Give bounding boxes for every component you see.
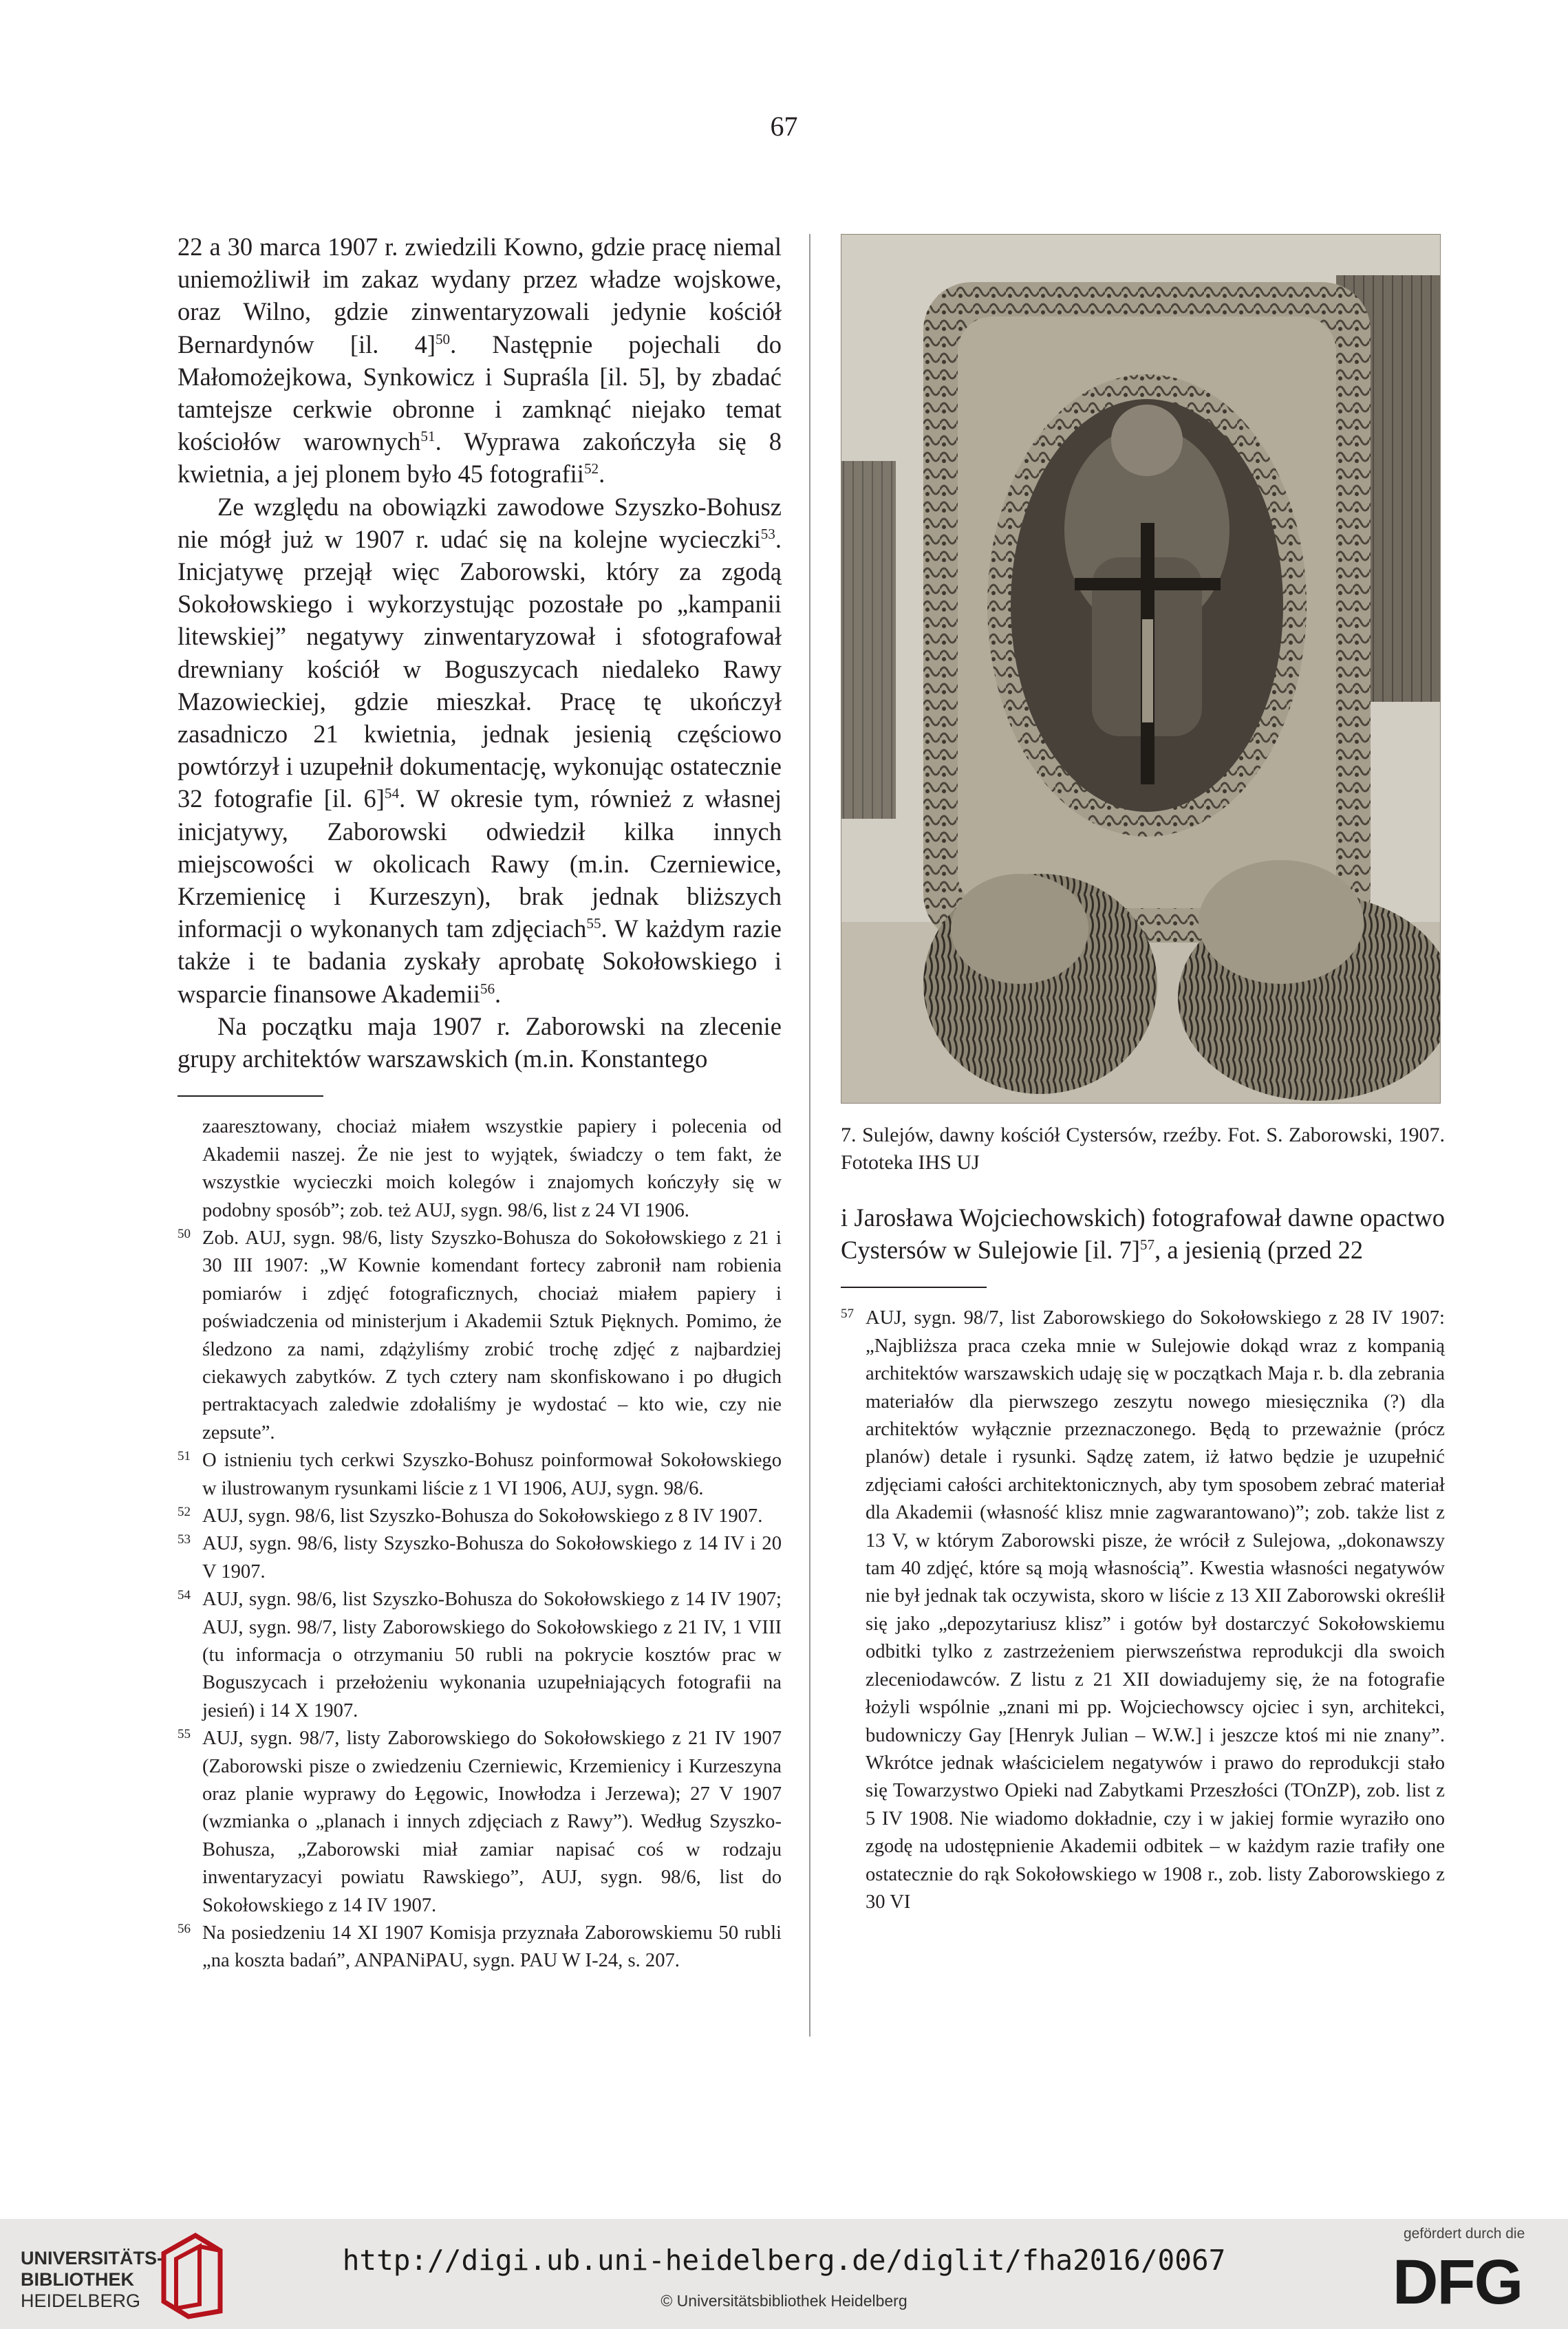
footnote-text: AUJ, sygn. 98/6, list Szyszko-Bohusza do Sokołowskiego z 14 IV 1907; AUJ, sygn. 98/7, listy Zaborowskiego do Sokołowskiego z 21 IV, 1 VIII (tu informacja o otrzymaniu 50 rubli na pokrycie kosztów prac w Boguszycach i przełożeniu wykonania uzupełniających fotografii na jesień) i 14 X 1907. — [202, 1589, 782, 1721]
text-run: . Inicjatywę przejął więc Zaborowski, który za zgodą Sokołowskiego i wykorzystując pozostałe po „kampanii litewskiej” negatywy zinwentaryzował i sfotografował drewniany kościół w Boguszycach niedaleko Rawy Mazowieckiej, gdzie mieszkał. Pracę tę ukończył zasadniczo 21 kwietnia, jednak jesienią częściowo powtórzył i uzupełnił dokumentację, wykonując ostatecznie 32 fotografie [il. 6] — [178, 524, 782, 813]
text-run: . Następnie pojechali do Małomożejkowa, Synkowicz i Supraśla [il. 5], by zbadać tamtejsze cerkwie obronne i zamknąć niejako temat kościołów warownych — [178, 330, 782, 456]
library-line-3: HEIDELBERG — [21, 2290, 141, 2311]
footnote — [178, 1113, 782, 1225]
page-url-link[interactable]: http://digi.ub.uni-heidelberg.de/diglit/fha2016/0067 — [342, 2244, 1226, 2277]
footnote-text: AUJ, sygn. 98/6, list Szyszko-Bohusza do Sokołowskiego z 8 IV 1907. — [202, 1505, 763, 1527]
dfg-logo: DFG — [1393, 2247, 1523, 2317]
footnote-reference: 54 — [384, 785, 400, 802]
footnote-text: AUJ, sygn. 98/7, list Zaborowskiego do Sokołowskiego z 28 IV 1907: „Najbliższa praca czeka mnie w Sulejowie dokąd wraz z kompanią architektów warszawskich udaję się w początkach Maja r. b. dla zebrania materiałów dla pierwszego zeszytu nowego miesięcznika (?) dla architektów wyłącznie przeznaczonego. Będą to przeważnie (prócz planów) detale i rysunki. Sądzę zatem, iż łatwo będzie je uzupełnić zdjęciami całości architektonicznych, aby tym sposobem zebrać materiał dla Akademii (własność klisz mnie zagwarantowano)”; zob. także list z 13 V, w którym Zaborowski pisze, że wrócił z Sulejowa, „dokonawszy tam 40 zdjęć, które są moją własnością”. Kwestia własności negatywów nie był jednak tak oczywista, skoro w liście z 13 XII Zaborowski określił się jako „depozytariusz klisz” i gotów był dostarczyć Sokołowskiemu odbitki tylko z zastrzeżeniem pierwszeństwa reprodukcji dla swoich zleceniodawców. Z listu z 21 XII dowiadujemy się, że na fotografie łożyli wspólnie „znani mi pp. Wojciechowscy ojciec i syn, architekci, budowniczy Gay [Henryk Julian – W.W.] i jeszcze ktoś mi nie znany”. Wkrótce jednak właścicielem negatywów i prawo do reprodukcji stało się Towarzystwo Opieki nad Zabytkami Przeszłości (TOnZP), zob. list z 5 IV 1908. Nie wiadomo dokładnie, czy i w jakiej formie wyraziło ono zgodę na udostępnienie Akademii odbitek – w każdym razie trafiły one ostatecznie do rąk Sokołowskiego w 1908 r., zob. listy Zaborowskiego z 30 VI — [866, 1307, 1445, 1913]
footnote-number: 52 — [178, 1504, 191, 1519]
column-divider — [809, 234, 810, 2037]
footnote-number: 50 — [178, 1226, 191, 1241]
text-run: . W każdym razie także i te badania zyskały aprobatę Sokołowskiego i wsparcie finansowe Akademii — [178, 914, 782, 1008]
library-line-2: BIBLIOTHEK — [21, 2269, 134, 2290]
figure-caption: 7. Sulejów, dawny kościół Cystersów, rzeźby. Fot. S. Zaborowski, 1907. Fototeka IHS UJ — [841, 1124, 1445, 1174]
left-column — [178, 230, 782, 1975]
body-paragraph — [178, 230, 782, 491]
footnote-divider-right — [841, 1287, 987, 1288]
copyright-notice: © Universitätsbibliothek Heidelberg — [661, 2292, 907, 2310]
footnote — [178, 1225, 782, 1447]
funding-label: gefördert durch die — [1404, 2226, 1525, 2242]
right-footnotes — [841, 1305, 1445, 1916]
body-paragraph — [178, 1010, 782, 1075]
footnote-reference: 50 — [435, 330, 451, 347]
text-run: , a jesienią (przed 22 — [1154, 1236, 1364, 1265]
footnote-number: 53 — [178, 1532, 191, 1547]
footnote-text: AUJ, sygn. 98/7, listy Zaborowskiego do Sokołowskiego z 21 IV 1907 (Zaborowski pisze o zwiedzeniu Czerniewic, Krzemienicy i Kurzeszyna oraz planie wyprawy do Łęgowic, Inowłodza i Jerzewa); 27 V 1907 (wzmianka o „planach i innych zdjęciach z Rawy”). Według Szyszko-Bohusza, „Zaborowski miał zamiar napisać coś w rodzaju inwentaryzacyi powiatu Rawskiego”, AUJ, sygn. 98/6, list do Sokołowskiego z 14 IV 1907. — [202, 1728, 782, 1916]
left-body-text — [178, 230, 782, 1075]
footnote-number: 57 — [841, 1307, 854, 1322]
footnote-number: 55 — [178, 1727, 191, 1742]
right-body-text — [841, 1201, 1445, 1266]
body-paragraph — [178, 491, 782, 1010]
footnote-number: 51 — [178, 1449, 191, 1464]
text-run: Na początku maja 1907 r. Zaborowski na zlecenie grupy architektów warszawskich (m.in. Konstantego — [178, 1011, 782, 1073]
text-run: Ze względu na obowiązki zawodowe Szyszko-Bohusz nie mógł już w 1907 r. udać się na kolejne wycieczki — [178, 492, 782, 553]
footnote — [841, 1305, 1445, 1916]
text-run: . W okresie tym, również z własnej inicjatywy, Zaborowski odwiedził kilka innych miejscowości w okolicach Rawy (m.in. Czerniewice, Krzemienicę i Kurzeszyn), brak jednak bliższych informacji o wykonanych tam zdjęciach — [178, 784, 782, 943]
footnote-divider — [178, 1095, 323, 1097]
footnote-text: Na posiedzeniu 14 XI 1907 Komisja przyznała Zaborowskiemu 50 rubli „na koszta badań”, ANPANiPAU, sygn. PAU W I-24, s. 207. — [202, 1922, 782, 1972]
footnote-reference: 53 — [760, 525, 775, 542]
footnote-reference: 51 — [420, 428, 436, 445]
page-number: 67 — [770, 111, 798, 142]
text-run: . — [599, 460, 605, 489]
footnote — [178, 1503, 782, 1530]
footnote-text: Zob. AUJ, sygn. 98/6, listy Szyszko-Bohusza do Sokołowskiego z 21 i 30 III 1907: „W Kownie komendant fortecy zabronił nam robienia pomiarów i zdjęć fotograficznych, chociaż miałem papiery i poświadczenia od ministerjum i Akademii Sztuk Pięknych. Pomimo, że śledzono za nami, zdążyliśmy zrobić trochę zdjęć z najbardziej ciekawych zabytków. Z tych cztery nam skonfiskowano i po długich pertraktacyach zaledwie zdołaliśmy je wydostać – kto wie, czy nie zepsute”. — [202, 1227, 782, 1443]
footnote-text: zaaresztowany, chociaż miałem wszystkie papiery i polecenia od Akademii naszej. Że nie jest to wyjątek, świadczy o tem fakt, że wszystkie wycieczki moich kolegów i znajomych kończyły się w podobny sposób”; zob. też AUJ, sygn. 98/6, list z 24 VI 1906. — [202, 1116, 782, 1221]
footnote-text: AUJ, sygn. 98/6, listy Szyszko-Bohusza do Sokołowskiego z 14 IV i 20 V 1907. — [202, 1533, 782, 1582]
footnote-text: O istnieniu tych cerkwi Szyszko-Bohusz poinformował Sokołowskiego w ilustrowanym rysunkami liście z 1 VI 1906, AUJ, sygn. 98/6. — [202, 1450, 782, 1499]
footnote — [178, 1447, 782, 1503]
footnote — [178, 1920, 782, 1975]
footnote-reference: 55 — [586, 915, 601, 932]
right-column — [841, 234, 1445, 1916]
figure-7-photo — [841, 234, 1441, 1104]
footnote-reference: 56 — [480, 980, 495, 997]
footnote-reference: 52 — [583, 460, 599, 477]
text-run: . — [495, 979, 502, 1008]
footnote-number: 56 — [178, 1922, 191, 1937]
text-run: 22 a 30 marca 1907 r. zwiedzili Kowno, gdzie pracę niemal uniemożliwił im zakaz wydany przez władze wojskowe, oraz Wilno, gdzie zinwentaryzowali jedynie kościół Bernardynów [il. 4] — [178, 233, 782, 358]
library-line-1: UNIVERSITÄTS- — [21, 2248, 164, 2268]
footnote-reference: 57 — [1139, 1236, 1155, 1254]
footnote-number: 54 — [178, 1588, 191, 1603]
text-run: . Wyprawa zakończyła się 8 kwietnia, a jej plonem było 45 fotografii — [178, 427, 782, 489]
body-paragraph — [841, 1201, 1445, 1266]
text-run: i Jarosława Wojciechowskich) fotografował dawne opactwo Cystersów w Sulejowie [il. 7] — [841, 1203, 1445, 1265]
footnote — [178, 1586, 782, 1725]
sculpture-photograph — [841, 234, 1441, 1104]
footer-bar — [0, 2219, 1568, 2329]
footnote — [178, 1725, 782, 1920]
left-footnotes — [178, 1113, 782, 1975]
footnote — [178, 1530, 782, 1586]
